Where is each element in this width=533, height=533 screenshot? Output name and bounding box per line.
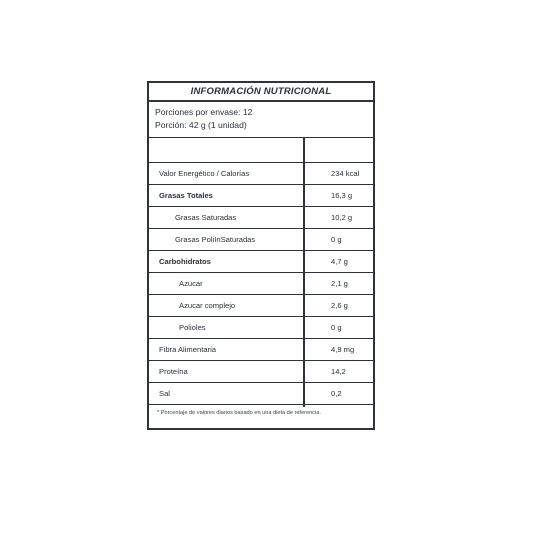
table-row — [149, 163, 373, 185]
nutrient-name: Azucar complejo — [179, 301, 236, 310]
table-row — [149, 339, 373, 361]
nutrient-value: 2,6 g — [331, 301, 348, 310]
nutrient-name: Valor Energético / Calorías — [159, 169, 250, 178]
nutrient-value: 2,1 g — [331, 279, 348, 288]
nutrition-label — [147, 81, 375, 430]
nutrient-name: Azucar — [179, 279, 203, 288]
nutrient-value: 0 g — [331, 235, 342, 244]
nutrient-name: Grasas Totales — [159, 191, 213, 200]
nutrient-name: Proteína — [159, 367, 188, 376]
table-row — [149, 383, 373, 405]
nutrient-name: Carbohidratos — [159, 257, 211, 266]
table-row — [149, 295, 373, 317]
table-header-row — [149, 137, 373, 163]
footnote: * Porcentaje de valores diarios basado en una dieta de referencia. — [157, 410, 321, 416]
nutrient-value: 234 kcal — [331, 169, 360, 178]
nutrient-table — [149, 163, 373, 405]
nutrient-name: Grasas Saturadas — [175, 213, 237, 222]
nutrient-value: 4,9 mg — [331, 345, 355, 354]
nutrient-name: Sal — [159, 389, 170, 398]
nutrient-name: Polioles — [179, 323, 206, 332]
serving-size: Porción: 42 g (1 unidad) — [155, 120, 247, 130]
table-row — [149, 185, 373, 207]
table-row — [149, 317, 373, 339]
label-title: INFORMACIÓN NUTRICIONAL — [149, 83, 373, 102]
nutrient-value: 0 g — [331, 323, 342, 332]
table-row — [149, 229, 373, 251]
nutrient-value: 16,3 g — [331, 191, 353, 200]
servings-per-container: Porciones por envase: 12 — [155, 107, 253, 117]
nutrient-value: 14,2 — [331, 367, 346, 376]
nutrient-name: Grasas PoliInSaturadas — [175, 235, 256, 244]
nutrient-value: 10,2 g — [331, 213, 353, 222]
table-row — [149, 361, 373, 383]
nutrient-name: Fibra Alimentaria — [159, 345, 216, 354]
nutrient-value: 0,2 — [331, 389, 342, 398]
serving-info — [149, 102, 373, 132]
nutrient-value: 4,7 g — [331, 257, 348, 266]
table-row — [149, 207, 373, 229]
table-row — [149, 251, 373, 273]
table-row — [149, 273, 373, 295]
